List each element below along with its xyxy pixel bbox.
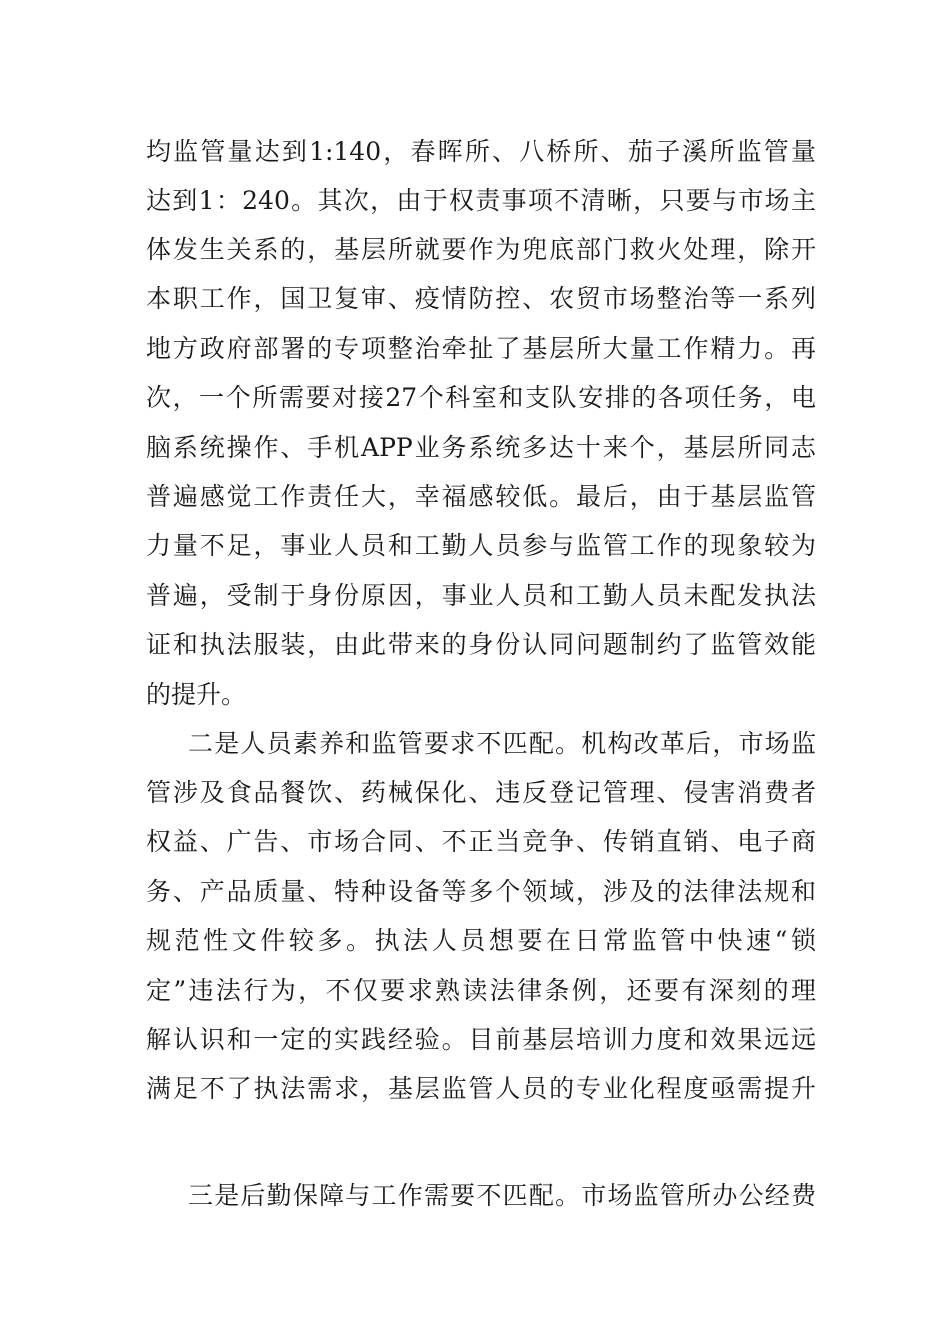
text-line-12: 的提升。 — [146, 680, 247, 709]
text-line-1: 均监管量达到1:140，春晖所、八桥所、茄子溪所监管量 — [146, 137, 816, 166]
text-line-16: 务、产品质量、特种设备等多个领域，涉及的法律法规和 — [146, 877, 816, 906]
paragraph-2-first-line: 二是人员素养和监管要求不匹配。机构改革后，市场监 — [188, 729, 816, 758]
text-line-9: 力量不足，事业人员和工勤人员参与监管工作的现象较为 — [146, 531, 816, 560]
text-line-3: 体发生关系的，基层所就要作为兜底部门救火处理，除开 — [146, 235, 816, 264]
text-line-4: 本职工作，国卫复审、疫情防控、农贸市场整治等一系列 — [146, 284, 816, 313]
text-line-18: 定”违法行为，不仅要求熟读法律条例，还要有深刻的理 — [146, 976, 816, 1005]
text-line-11: 证和执法服装，由此带来的身份认同问题制约了监管效能 — [146, 630, 816, 659]
text-line-14: 管涉及食品餐饮、药械保化、违反登记管理、侵害消费者 — [146, 778, 816, 807]
text-line-17: 规范性文件较多。执法人员想要在日常监管中快速“锁 — [146, 926, 816, 955]
text-line-10: 普遍，受制于身份原因，事业人员和工勤人员未配发执法 — [146, 581, 816, 610]
text-line-5: 地方政府部署的专项整治牵扯了基层所大量工作精力。再 — [146, 334, 816, 363]
text-line-20: 满足不了执法需求，基层监管人员的专业化程度亟需提升 — [146, 1074, 816, 1103]
text-line-2: 达到1：240。其次，由于权责事项不清晰，只要与市场主 — [146, 186, 816, 215]
text-line-6: 次，一个所需要对接27个科室和支队安排的各项任务，电 — [146, 383, 816, 412]
text-line-15: 权益、广告、市场合同、不正当竞争、传销直销、电子商 — [146, 827, 816, 856]
text-line-8: 普遍感觉工作责任大，幸福感较低。最后，由于基层监管 — [146, 482, 816, 511]
text-line-19: 解认识和一定的实践经验。目前基层培训力度和效果远远 — [146, 1025, 816, 1054]
text-line-7: 脑系统操作、手机APP业务系统多达十来个，基层所同志 — [146, 433, 816, 462]
paragraph-3-first-line: 三是后勤保障与工作需要不匹配。市场监管所办公经费 — [188, 1181, 816, 1210]
